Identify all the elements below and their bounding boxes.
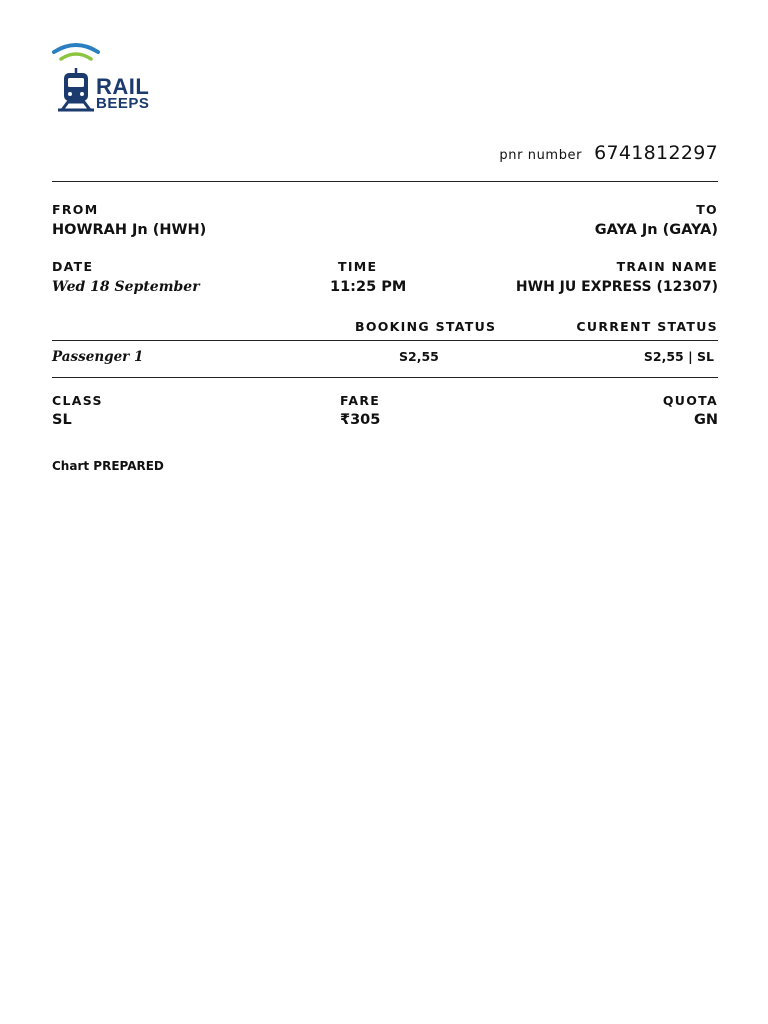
pnr-label: pnr number [499, 148, 583, 163]
date-value: Wed 18 September [52, 279, 200, 295]
train-signal-icon [52, 40, 100, 116]
booking-status-value: S2,55 [399, 349, 439, 364]
from-station: HOWRAH Jn (HWH) [52, 222, 207, 238]
pnr-block [499, 142, 718, 164]
pnr-value: 6741812297 [594, 142, 718, 164]
time-value: 11:25 PM [330, 279, 407, 295]
train-name-value: HWH JU EXPRESS (12307) [515, 279, 718, 295]
current-status-value: S2,55 | SL [643, 349, 714, 364]
class-value: SL [52, 412, 72, 428]
divider [52, 377, 718, 378]
logo-text-beeps: BEEPS [96, 95, 150, 112]
class-label: CLASS [52, 393, 103, 408]
fare-value: ₹305 [340, 412, 381, 428]
to-label: TO [696, 202, 718, 217]
divider [52, 181, 718, 182]
time-label: TIME [338, 259, 378, 274]
booking-status-header: BOOKING STATUS [355, 319, 497, 334]
railbeeps-logo [52, 40, 162, 116]
chart-status: Chart PREPARED [52, 459, 164, 473]
passenger-name: Passenger 1 [52, 349, 144, 365]
logo-text-rail: RAIL [96, 74, 150, 99]
date-label: DATE [52, 259, 94, 274]
divider [52, 340, 718, 341]
quota-label: QUOTA [662, 393, 718, 408]
fare-label: FARE [340, 393, 381, 408]
train-name-label: TRAIN NAME [616, 259, 718, 274]
from-label: FROM [52, 202, 99, 217]
current-status-header: CURRENT STATUS [576, 319, 718, 334]
to-station: GAYA Jn (GAYA) [594, 222, 718, 238]
quota-value: GN [693, 412, 718, 428]
